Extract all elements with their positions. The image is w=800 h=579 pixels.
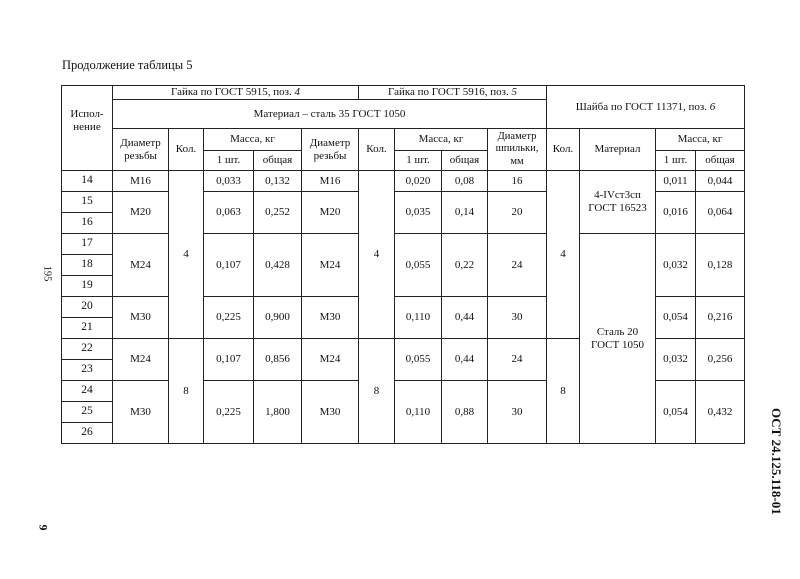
- qty-cell-3: 4: [547, 171, 580, 339]
- row-number: 25: [62, 402, 113, 423]
- header-washer-gost11371: Шайба по ГОСТ 11371, поз. 6: [547, 86, 745, 129]
- mass-per-piece-2: 0,055: [395, 339, 442, 381]
- table-caption: Продолжение таблицы 5: [62, 58, 193, 72]
- header-qty-2: Кол.: [359, 129, 395, 171]
- header-total-3: общая: [696, 151, 745, 171]
- thread-diameter-1: М30: [113, 381, 169, 444]
- washer-mass-per-piece: 0,054: [656, 381, 696, 444]
- row-number: 17: [62, 234, 113, 255]
- mass-total-2: 0,44: [442, 297, 488, 339]
- washer-mass-per-piece: 0,016: [656, 192, 696, 234]
- washer-mass-total: 0,432: [696, 381, 745, 444]
- qty-cell-1: 8: [169, 339, 204, 444]
- mass-per-piece-2: 0,110: [395, 297, 442, 339]
- mass-per-piece-1: 0,107: [204, 234, 254, 297]
- washer-mass-per-piece: 0,032: [656, 234, 696, 297]
- header-per-piece-2: 1 шт.: [395, 151, 442, 171]
- washer-mass-total: 0,216: [696, 297, 745, 339]
- mass-total-1: 0,428: [254, 234, 302, 297]
- washer-mass-total: 0,064: [696, 192, 745, 234]
- mass-total-1: 0,900: [254, 297, 302, 339]
- stud-diameter: 30: [488, 381, 547, 444]
- washer-mass-per-piece: 0,011: [656, 171, 696, 192]
- mass-per-piece-2: 0,035: [395, 192, 442, 234]
- mass-total-2: 0,08: [442, 171, 488, 192]
- mass-per-piece-1: 0,225: [204, 297, 254, 339]
- header-material-col: Материал: [580, 129, 656, 171]
- stud-diameter: 20: [488, 192, 547, 234]
- header-total-1: общая: [254, 151, 302, 171]
- row-number: 19: [62, 276, 113, 297]
- header-mass-2: Масса, кг: [395, 129, 488, 151]
- stud-diameter: 24: [488, 234, 547, 297]
- mass-per-piece-1: 0,063: [204, 192, 254, 234]
- header-nut-gost5916: Гайка по ГОСТ 5916, поз. 5: [359, 86, 547, 100]
- thread-diameter-1: М30: [113, 297, 169, 339]
- row-number: 16: [62, 213, 113, 234]
- header-mass-1: Масса, кг: [204, 129, 302, 151]
- stud-diameter: 16: [488, 171, 547, 192]
- header-mass-3: Масса, кг: [656, 129, 745, 151]
- stud-diameter: 30: [488, 297, 547, 339]
- row-number: 15: [62, 192, 113, 213]
- row-number: 22: [62, 339, 113, 360]
- mass-total-1: 0,856: [254, 339, 302, 381]
- stud-diameter: 24: [488, 339, 547, 381]
- thread-diameter-2: М24: [302, 339, 359, 381]
- thread-diameter-2: М16: [302, 171, 359, 192]
- qty-cell-2: 4: [359, 171, 395, 339]
- page-number: 9: [36, 524, 51, 531]
- row-number: 23: [62, 360, 113, 381]
- row-number: 20: [62, 297, 113, 318]
- thread-diameter-1: М24: [113, 234, 169, 297]
- header-thread-diameter-2: Диаметр резьбы: [302, 129, 359, 171]
- mass-per-piece-1: 0,033: [204, 171, 254, 192]
- washer-mass-total: 0,044: [696, 171, 745, 192]
- washer-mass-total: 0,128: [696, 234, 745, 297]
- mass-total-1: 1,800: [254, 381, 302, 444]
- header-nut-gost5915: Гайка по ГОСТ 5915, поз. 4: [113, 86, 359, 100]
- header-per-piece-3: 1 шт.: [656, 151, 696, 171]
- qty-cell-2: 8: [359, 339, 395, 444]
- thread-diameter-2: М30: [302, 297, 359, 339]
- mass-total-1: 0,252: [254, 192, 302, 234]
- qty-cell-1: 4: [169, 171, 204, 339]
- header-qty-1: Кол.: [169, 129, 204, 171]
- mass-total-2: 0,88: [442, 381, 488, 444]
- thread-diameter-2: М30: [302, 381, 359, 444]
- row-number: 21: [62, 318, 113, 339]
- mass-total-2: 0,22: [442, 234, 488, 297]
- mass-per-piece-2: 0,055: [395, 234, 442, 297]
- mass-total-2: 0,14: [442, 192, 488, 234]
- standard-code: ОСТ 24.125.118-01: [769, 408, 784, 515]
- header-ispolnenie: Испол- нение: [62, 86, 113, 171]
- header-material: Материал – сталь 35 ГОСТ 1050: [113, 100, 547, 129]
- header-thread-diameter-1: Диаметр резьбы: [113, 129, 169, 171]
- washer-mass-per-piece: 0,054: [656, 297, 696, 339]
- mass-per-piece-1: 0,107: [204, 339, 254, 381]
- header-qty-3: Кол.: [547, 129, 580, 171]
- thread-diameter-2: М20: [302, 192, 359, 234]
- thread-diameter-1: М16: [113, 171, 169, 192]
- mass-total-2: 0,44: [442, 339, 488, 381]
- mass-per-piece-1: 0,225: [204, 381, 254, 444]
- fastener-table: [61, 85, 745, 444]
- thread-diameter-1: М20: [113, 192, 169, 234]
- washer-mass-per-piece: 0,032: [656, 339, 696, 381]
- thread-diameter-2: М24: [302, 234, 359, 297]
- mass-total-1: 0,132: [254, 171, 302, 192]
- qty-cell-3: 8: [547, 339, 580, 444]
- row-number: 14: [62, 171, 113, 192]
- thread-diameter-1: М24: [113, 339, 169, 381]
- header-stud-diameter: Диаметр шпильки, мм: [488, 129, 547, 171]
- mass-per-piece-2: 0,020: [395, 171, 442, 192]
- row-number: 18: [62, 255, 113, 276]
- row-number: 24: [62, 381, 113, 402]
- header-total-2: общая: [442, 151, 488, 171]
- header-per-piece-1: 1 шт.: [204, 151, 254, 171]
- washer-mass-total: 0,256: [696, 339, 745, 381]
- mass-per-piece-2: 0,110: [395, 381, 442, 444]
- row-number: 26: [62, 423, 113, 444]
- side-page-number: 195: [41, 265, 53, 282]
- washer-material-cell: 4-IVст3сп ГОСТ 16523: [580, 171, 656, 234]
- washer-material-cell: Сталь 20 ГОСТ 1050: [580, 234, 656, 444]
